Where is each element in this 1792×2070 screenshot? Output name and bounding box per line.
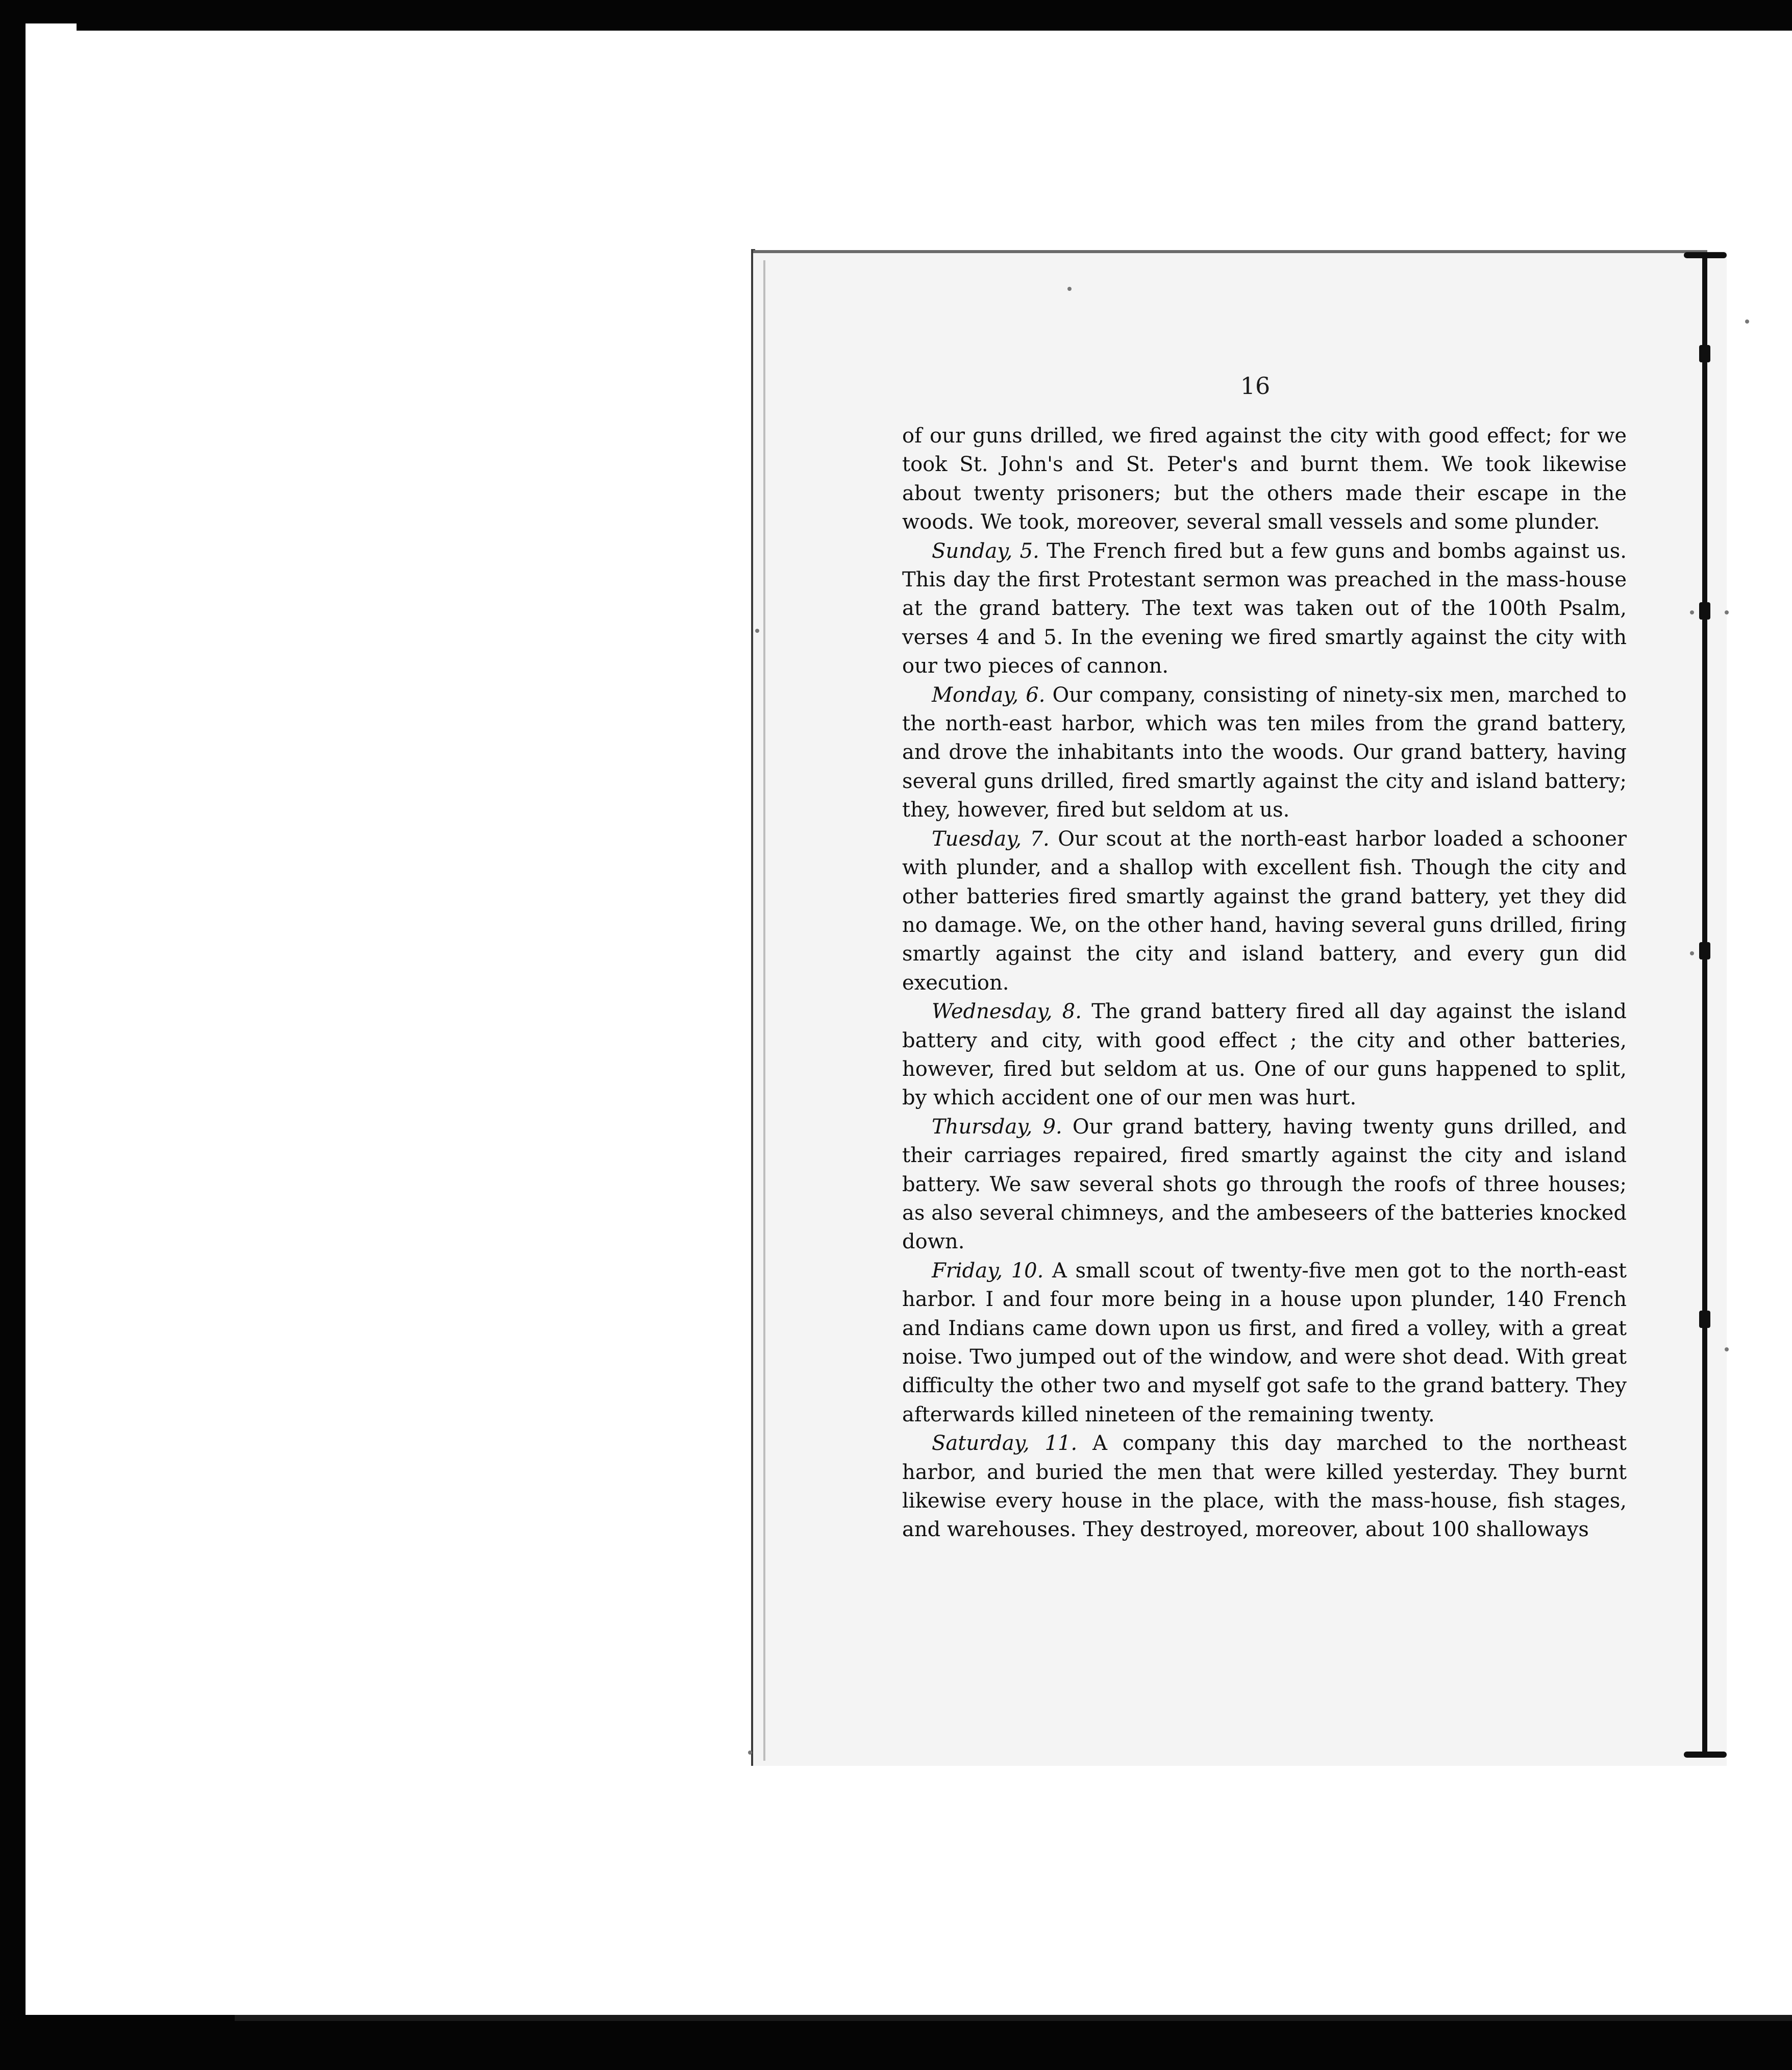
entry-date: Monday, 6. <box>932 683 1046 707</box>
entry-date: Thursday, 9. <box>932 1115 1062 1139</box>
entry-date: Friday, 10. <box>932 1259 1044 1283</box>
page-edge-top <box>753 250 1707 253</box>
scan-speck <box>1690 610 1694 614</box>
diary-entry <box>902 681 1627 825</box>
film-border-bottom <box>0 2015 1792 2070</box>
page-text <box>902 422 1627 1544</box>
diary-entry <box>902 1113 1627 1256</box>
film-border-left <box>0 0 16 2070</box>
entry-text: A small scout of twenty-five men got to the north-east harbor. I and four more being in a house upon plunder, 140 French and Indians came down upon us first, and fired a volley, with a great noise. Two jumped out of the window, and were shot dead. With great difficulty the other two and myself got safe to the grand battery. They afterwards killed nineteen of the remaining twenty. <box>902 1259 1627 1426</box>
scan-speck <box>748 1751 752 1755</box>
scan-speck <box>1690 951 1694 955</box>
entry-text: Our scout at the north-east harbor loaded a schooner with plunder, and a shallop with excellent fish. Though the city and other batteries fired smartly against the grand battery, yet they did no damage. We, on the other hand, having several guns drilled, firing smartly against the city and island battery, and every gun did execution. <box>902 827 1627 995</box>
page-edge-shadow <box>763 260 765 1761</box>
binding-knot <box>1699 345 1710 362</box>
scan-speck <box>1067 287 1072 291</box>
binding-knot <box>1699 602 1710 620</box>
entry-date: Wednesday, 8. <box>932 1000 1082 1024</box>
film-border-left-inner <box>16 23 26 2034</box>
entry-text: A company this day marched to the northeast harbor, and buried the men that were killed yesterday. They burnt likewise every house in the place, with the mass-house, fish stages, and warehouses. They destroyed, moreover, about 100 shalloways <box>902 1432 1627 1542</box>
entry-text: Our grand battery, having twenty guns drilled, and their carriages repaired, fired smartly against the city and island battery. We saw several shots go through the roofs of three houses; as also several chimneys, and the ambeseers of the batteries knocked down. <box>902 1115 1627 1254</box>
entry-text: Our company, consisting of ninety-six men, marched to the north-east harbor, which was ten miles from the grand battery, and drove the inhabitants into the woods. Our grand battery, having several guns drilled, fired smartly against the city and island battery; they, however, fired but seldom at us. <box>902 683 1627 822</box>
binding-line <box>1702 255 1707 1756</box>
binding-knot <box>1699 942 1710 959</box>
film-border-top <box>0 0 1792 23</box>
film-border-bottom-inner <box>235 2015 1792 2021</box>
binding-cap-top <box>1684 252 1727 258</box>
binding-knot <box>1699 1311 1710 1328</box>
entry-date: Sunday, 5. <box>932 539 1039 563</box>
diary-entry <box>902 997 1627 1113</box>
scan-speck <box>755 629 759 633</box>
diary-entry <box>902 1256 1627 1429</box>
film-border-top-inner <box>77 23 1792 31</box>
opening-paragraph: of our guns drilled, we fired against the city with good effect; for we took St. John's and St. Peter's and burnt them. We took likewise about twenty prisoners; but the others made their escape in the woods. We took, moreover, several small vessels and some plunder. <box>902 424 1627 534</box>
scan-speck <box>1745 319 1749 324</box>
diary-entry <box>902 537 1627 681</box>
scan-speck <box>1725 610 1729 614</box>
page-number: 16 <box>1240 372 1271 400</box>
binding-cap-bottom <box>1684 1752 1727 1758</box>
diary-entry <box>902 1429 1627 1544</box>
entry-date: Tuesday, 7. <box>932 827 1050 851</box>
diary-entry <box>902 825 1627 997</box>
scan-speck <box>1725 1347 1729 1351</box>
entry-text: The French fired but a few guns and bombs against us. This day the first Protestant sermon was preached in the mass-house at the grand battery. The text was taken out of the 100th Psalm, verses 4 and 5. In the evening we fired smartly against the city with our two pieces of cannon. <box>902 539 1627 678</box>
entry-text: The grand battery fired all day against the island battery and city, with good effect ; the city and other batteries, however, fired but seldom at us. One of our guns happened to split, by which accident one of our men was hurt. <box>902 1000 1627 1110</box>
entry-date: Saturday, 11. <box>932 1432 1078 1456</box>
